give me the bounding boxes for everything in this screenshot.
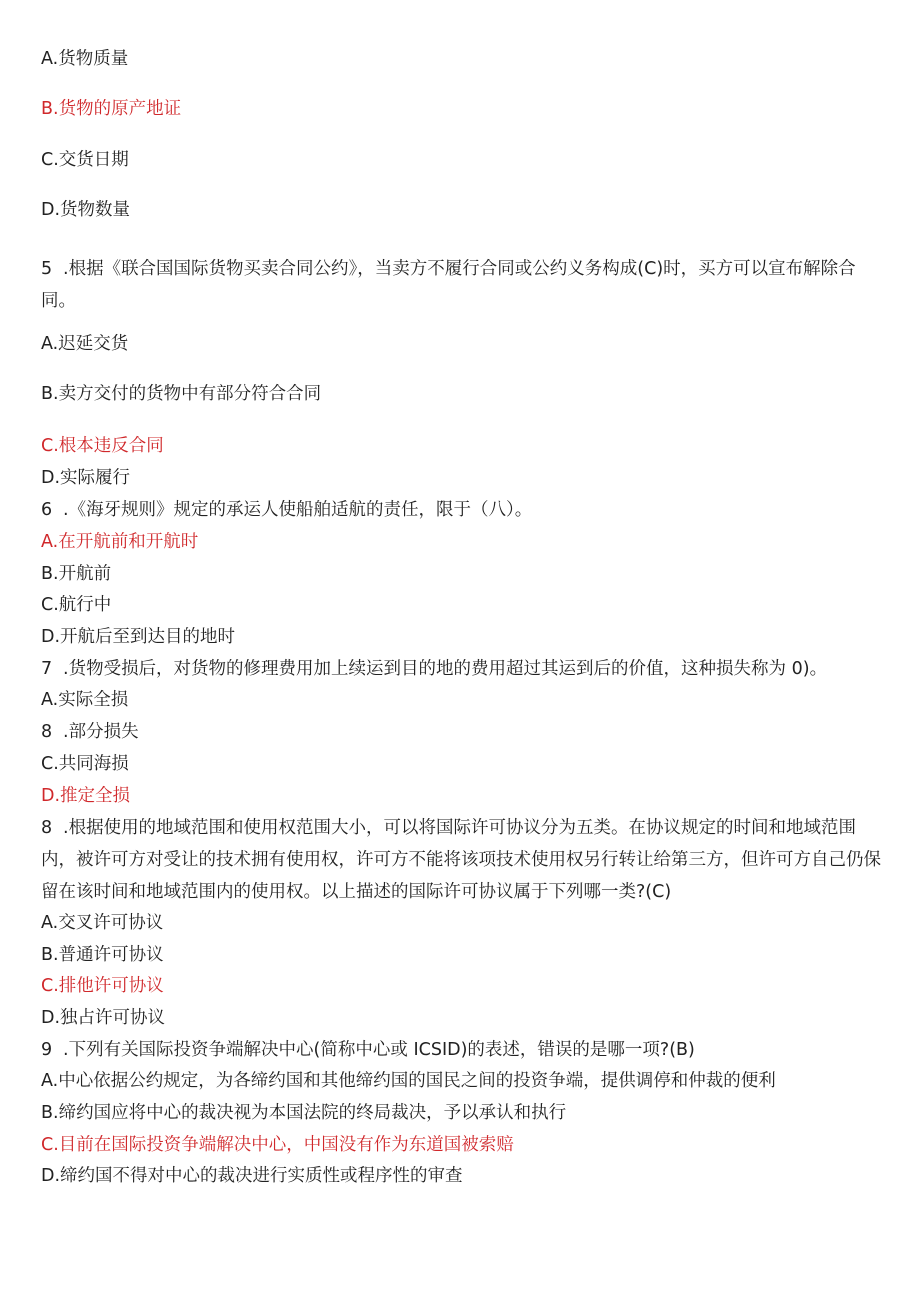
q7-option-d-answer: D.推定全损	[41, 786, 131, 806]
q8-option-a: A.交叉许可协议	[41, 913, 164, 933]
q7-question	[41, 659, 827, 679]
q7-option-b-number: 8	[41, 722, 53, 742]
q6-option-a-answer: A.在开航前和开航时	[41, 532, 199, 552]
q4-option-a: A.货物质量	[41, 49, 129, 69]
q6-text: .《海牙规则》规定的承运人使船舶适航的责任，限于（八）。	[63, 500, 533, 520]
q9-option-c-answer: C.目前在国际投资争端解决中心，中国没有作为东道国被索赔	[41, 1135, 514, 1155]
q6-option-b: B.开航前	[41, 564, 112, 584]
q4-option-c: C.交货日期	[41, 150, 129, 170]
q7-option-b-text: .部分损失	[63, 722, 139, 742]
q4-option-b-answer: B.货物的原产地证	[41, 99, 182, 119]
q7-text: .货物受损后，对货物的修理费用加上续运到目的地的费用超过其运到后的价值，这种损失称为 0)。	[63, 659, 828, 679]
q8-text: .根据使用的地域范围和使用权范围大小，可以将国际许可协议分为五类。在协议规定的时间和地域范围内，被许可方对受让的技术拥有使用权，许可方不能将该项技术使用权另行转让给第三方，但许可方自己仍保留在该时间和地域范围内的使用权。以上描述的国际许可协议属于下列哪一类?(C)	[41, 818, 881, 902]
q4-option-d: D.货物数量	[41, 200, 131, 220]
q8-option-d: D.独占许可协议	[41, 1008, 166, 1028]
q7-option-c: C.共同海损	[41, 754, 129, 774]
q6-option-d: D.开航后至到达目的地时	[41, 627, 236, 647]
q5-number: 5	[41, 259, 53, 279]
q9-option-b: B.缔约国应将中心的裁决视为本国法院的终局裁决，予以承认和执行	[41, 1103, 567, 1123]
q7-number: 7	[41, 659, 53, 679]
q5-option-b: B.卖方交付的货物中有部分符合合同	[41, 384, 322, 404]
q8-question	[41, 812, 881, 908]
q6-option-c: C.航行中	[41, 595, 112, 615]
q5-option-a: A.迟延交货	[41, 334, 129, 354]
q5-question	[41, 253, 881, 317]
q9-option-a: A.中心依据公约规定，为各缔约国和其他缔约国的国民之间的投资争端，提供调停和仲裁的便利	[41, 1071, 776, 1091]
q9-option-d: D.缔约国不得对中心的裁决进行实质性或程序性的审查	[41, 1166, 463, 1186]
q8-number: 8	[41, 818, 53, 838]
q7-option-a: A.实际全损	[41, 690, 129, 710]
q5-option-d: D.实际履行	[41, 468, 131, 488]
q8-option-b: B.普通许可协议	[41, 945, 164, 965]
q8-option-c-answer: C.排他许可协议	[41, 976, 164, 996]
q9-number: 9	[41, 1040, 53, 1060]
q9-text: .下列有关国际投资争端解决中心(简称中心或 ICSID)的表述，错误的是哪一项?(B)	[63, 1040, 695, 1060]
q5-text: .根据《联合国国际货物买卖合同公约》，当卖方不履行合同或公约义务构成(C)时，买方可以宣布解除合同。	[41, 259, 856, 311]
q6-number: 6	[41, 500, 53, 520]
q7-option-b	[41, 722, 139, 742]
q5-option-c-answer: C.根本违反合同	[41, 436, 164, 456]
q9-question	[41, 1040, 695, 1060]
q6-question	[41, 500, 532, 520]
